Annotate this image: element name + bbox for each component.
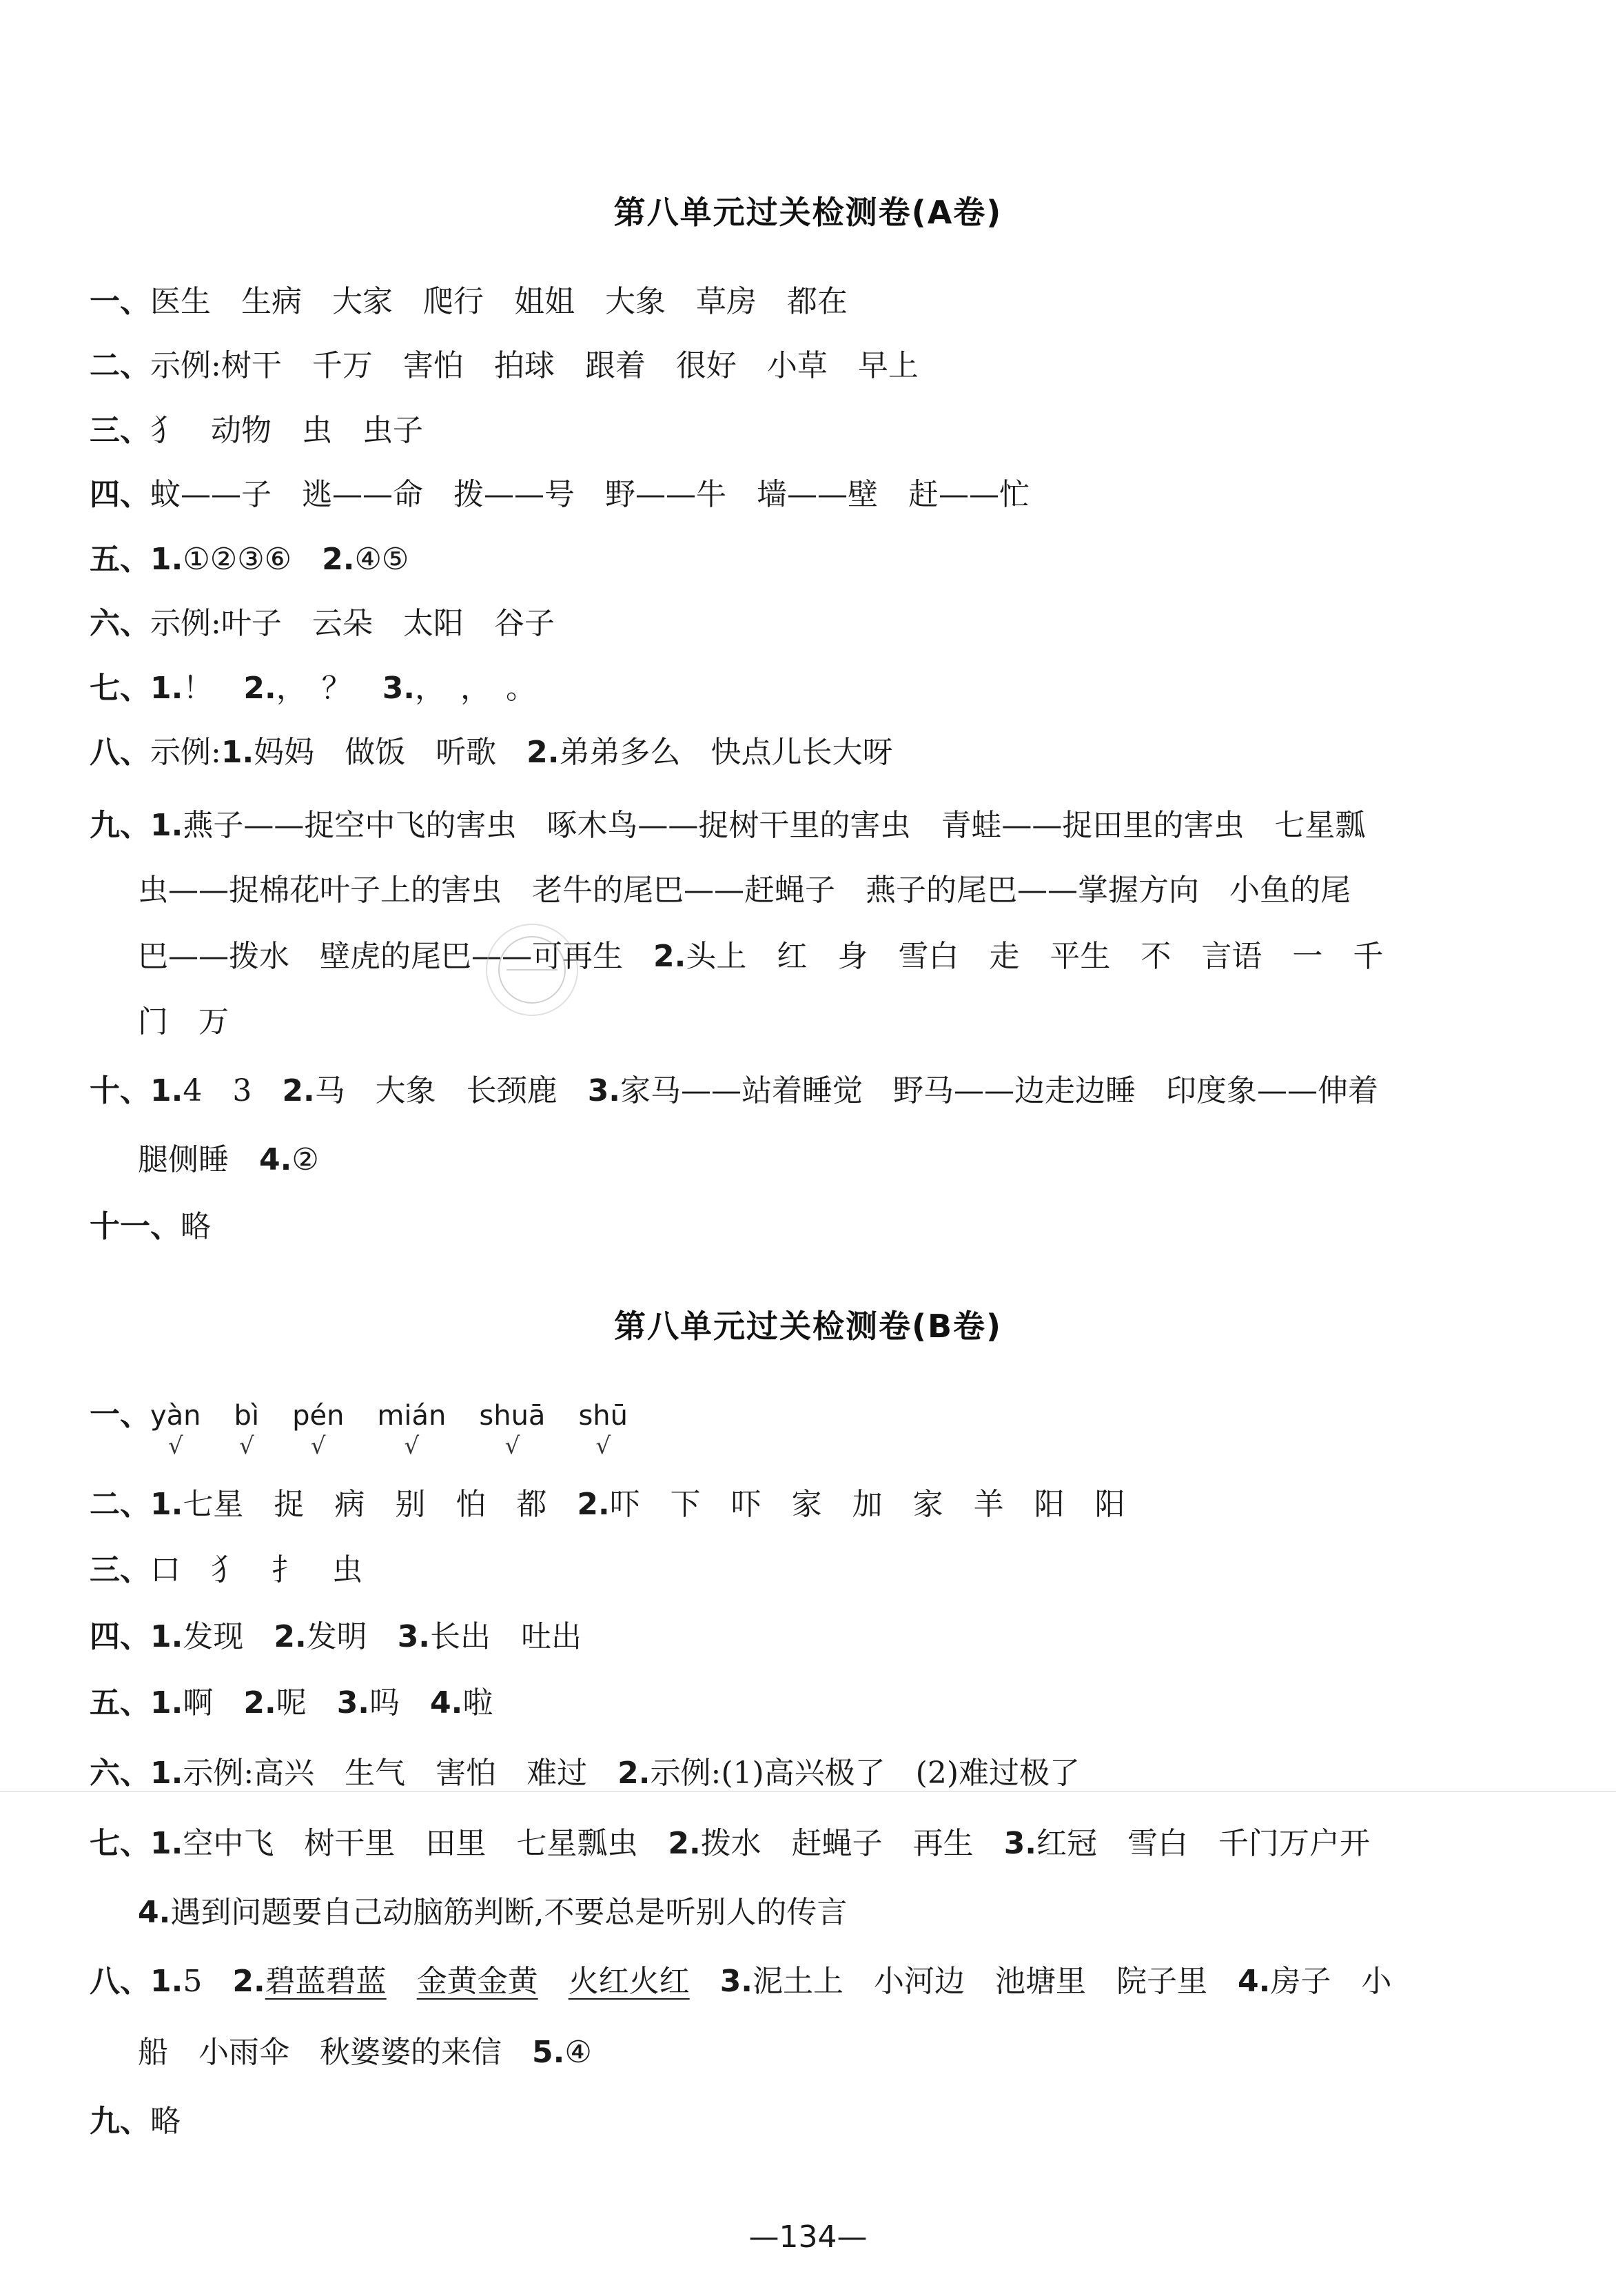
- a-q11-lead: 十一、: [90, 1209, 181, 1244]
- a-q10-t3: 家马——站着睡觉 野马——边走边睡 印度象——伸着: [620, 1073, 1379, 1108]
- a-q8-n2: 2.: [526, 735, 560, 770]
- b-q9: [90, 2102, 1489, 2141]
- b-q5-n3: 3.: [336, 1685, 370, 1720]
- a-q10-t1: 4 3: [183, 1073, 252, 1108]
- a-q10-n1: 1.: [150, 1073, 183, 1108]
- a-q5-n2: 2.: [322, 542, 355, 577]
- b-q3: [90, 1551, 1489, 1589]
- b-q8-n5: 5.: [532, 2035, 565, 2070]
- b-q7-n3: 3.: [1003, 1826, 1037, 1861]
- a-q6-lead: 六、: [90, 606, 150, 641]
- a-q3: [90, 412, 1489, 450]
- a-q4-text: 蚊——子 逃——命 拨——号 野——牛 墙——壁 赶——忙: [150, 477, 1030, 512]
- a-q7: [90, 669, 1489, 708]
- a-q9-line2: 虫——捉棉花叶子上的害虫 老牛的尾巴——赶蝇子 燕子的尾巴——掌握方向 小鱼的尾: [138, 873, 1351, 908]
- check-mark-icon: √: [504, 1432, 520, 1460]
- b-q7-t3: 红冠 雪白 千门万户开: [1036, 1826, 1371, 1861]
- a-q7-lead: 七、: [90, 671, 150, 706]
- pinyin-item: [234, 1396, 260, 1460]
- a-q11: [90, 1208, 1489, 1246]
- b-q6-lead: 六、: [90, 1756, 150, 1791]
- a-q10-n2: 2.: [282, 1073, 315, 1108]
- a-q7-t1: ！: [183, 671, 214, 706]
- a-q6: [90, 605, 1489, 643]
- pinyin-item: [377, 1396, 447, 1460]
- a-q8-pre: 示例:: [150, 735, 221, 770]
- b-q7-t1: 空中飞 树干里 田里 七星瓢虫: [183, 1826, 638, 1861]
- check-mark-icon: √: [167, 1432, 183, 1460]
- b-q8-n1: 1.: [150, 1964, 183, 1999]
- b-q1: [90, 1396, 1489, 1458]
- b-q4-lead: 四、: [90, 1619, 150, 1654]
- a-q10-l2: 腿侧睡: [138, 1142, 229, 1177]
- b-q6-t1: 示例:高兴 生气 害怕 难过: [183, 1756, 588, 1791]
- a-q9-line3: [138, 937, 1537, 976]
- b-q7-n2: 2.: [668, 1826, 701, 1861]
- check-mark-icon: √: [310, 1432, 326, 1460]
- a-q8-lead: 八、: [90, 735, 150, 770]
- b-q5-t1: 啊: [183, 1685, 214, 1720]
- section-a-title: 第八单元过关检测卷(A卷): [613, 194, 1003, 231]
- a-q7-n2: 2.: [243, 671, 276, 706]
- b-q8-l2: 船 小雨伞 秋婆婆的来信: [138, 2035, 502, 2070]
- b-q8-u1: 碧蓝碧蓝: [265, 1964, 387, 1999]
- a-q10-line2: [138, 1141, 1537, 1179]
- b-q7-t2: 拨水 赶蝇子 再生: [700, 1826, 974, 1861]
- pinyin-text: shū: [578, 1400, 628, 1432]
- b-q4-n3: 3.: [397, 1619, 431, 1654]
- b-q2-lead: 二、: [90, 1487, 150, 1522]
- a-q3-text: 犭 动物 虫 虫子: [150, 413, 423, 448]
- pinyin-text: mián: [377, 1400, 447, 1432]
- a-q2-lead: 二、: [90, 348, 150, 383]
- b-q5: [90, 1684, 1489, 1723]
- a-q8-t1: 妈妈 做饭 听歌: [254, 735, 497, 770]
- a-q4-lead: 四、: [90, 477, 150, 512]
- a-q7-t2: ， ？: [276, 671, 352, 706]
- a-q9-n2: 2.: [653, 939, 686, 974]
- b-q8-u2: 金黄金黄: [416, 1964, 538, 1999]
- b-q7-line2: [138, 1893, 1537, 1932]
- b-q9-text: 略: [150, 2104, 181, 2139]
- a-q10-line1: [90, 1072, 1489, 1110]
- a-q3-lead: 三、: [90, 413, 150, 448]
- a-q9-l3b: 头上 红 身 雪白 走 平生 不 言语 一 千: [686, 939, 1384, 974]
- check-mark-icon: √: [238, 1432, 254, 1460]
- b-q7-t4: 遇到问题要自己动脑筋判断,不要总是听别人的传言: [170, 1895, 848, 1930]
- b-q7-n4: 4.: [138, 1895, 171, 1930]
- a-q5: [90, 540, 1489, 579]
- page-number: —134—: [748, 2219, 868, 2255]
- b-q5-lead: 五、: [90, 1685, 150, 1720]
- a-q1-lead: 一、: [90, 284, 150, 319]
- a-q5-n1: 1.: [150, 542, 183, 577]
- b-q8-u3: 火红火红: [568, 1964, 690, 1999]
- b-q1-lead: 一、: [90, 1397, 150, 1432]
- pinyin-text: yàn: [150, 1400, 201, 1432]
- b-q8-t3: 泥土上 小河边 池塘里 院子里: [753, 1964, 1208, 1999]
- b-q6-n2: 2.: [617, 1756, 651, 1791]
- a-q10-lead: 十、: [90, 1073, 150, 1108]
- b-q5-n1: 1.: [150, 1685, 183, 1720]
- b-q6: [90, 1754, 1489, 1793]
- b-q4-t2: 发明: [306, 1619, 367, 1654]
- b-q4-n1: 1.: [150, 1619, 183, 1654]
- a-q9-line1: [90, 806, 1489, 845]
- b-q7-lead: 七、: [90, 1826, 150, 1861]
- check-mark-icon: √: [595, 1432, 611, 1460]
- stamp-icon: [494, 932, 570, 1008]
- a-q6-text: 示例:叶子 云朵 太阳 谷子: [150, 606, 555, 641]
- a-q8-t2: 弟弟多么 快点儿长大呀: [559, 735, 893, 770]
- pinyin-item: [479, 1396, 546, 1460]
- b-q8-n2: 2.: [232, 1964, 265, 1999]
- b-q6-n1: 1.: [150, 1756, 183, 1791]
- b-q5-n2: 2.: [243, 1685, 276, 1720]
- b-q4-t1: 发现: [183, 1619, 244, 1654]
- b-q3-text: 口 犭 扌 虫: [150, 1552, 362, 1587]
- b-q7-line1: [90, 1825, 1489, 1863]
- b-q4-n2: 2.: [274, 1619, 307, 1654]
- check-mark-icon: √: [404, 1432, 420, 1460]
- a-q9-l1: 燕子——捉空中飞的害虫 啄木鸟——捉树干里的害虫 青蛙——捉田里的害虫 七星瓢: [183, 808, 1366, 843]
- b-q6-t2: 示例:(1)高兴极了 (2)难过极了: [650, 1756, 1080, 1791]
- a-q10-t2: 马 大象 长颈鹿: [314, 1073, 558, 1108]
- b-q5-n4: 4.: [430, 1685, 463, 1720]
- a-q5-lead: 五、: [90, 542, 150, 577]
- a-q5-t2: ④⑤: [354, 542, 409, 577]
- pinyin-item: [150, 1396, 201, 1460]
- a-q5-t1: ①②③⑥: [183, 542, 292, 577]
- a-q10-n4: 4.: [259, 1142, 292, 1177]
- b-q9-lead: 九、: [90, 2104, 150, 2139]
- b-q5-t2: 呢: [276, 1685, 307, 1720]
- pinyin-text: shuā: [479, 1400, 546, 1432]
- a-q7-t3: ， ， 。: [415, 671, 537, 706]
- b-q7-n1: 1.: [150, 1826, 183, 1861]
- b-q3-lead: 三、: [90, 1552, 150, 1587]
- b-q8-t4: 房子 小: [1270, 1964, 1392, 1999]
- b-q2: [90, 1485, 1489, 1524]
- b-q8-line2: [138, 2033, 1537, 2072]
- b-q5-t3: 吗: [369, 1685, 400, 1720]
- b-q2-n1: 1.: [150, 1487, 183, 1522]
- pinyin-text: pén: [292, 1400, 345, 1432]
- a-q9-n1: 1.: [150, 808, 183, 843]
- a-q9-line4: 门 万: [138, 1004, 229, 1039]
- section-b-title: 第八单元过关检测卷(B卷): [613, 1308, 1003, 1345]
- a-q1: [90, 283, 1489, 321]
- pinyin-text: bì: [234, 1400, 260, 1432]
- pinyin-item: [578, 1396, 628, 1460]
- b-q2-n2: 2.: [577, 1487, 610, 1522]
- a-q2: [90, 347, 1489, 385]
- a-q8-n1: 1.: [221, 735, 254, 770]
- a-q11-text: 略: [181, 1209, 211, 1244]
- a-q10-t4: ②: [292, 1142, 319, 1177]
- b-q8-n4: 4.: [1238, 1964, 1271, 1999]
- b-q4-t3: 长出 吐出: [430, 1619, 582, 1654]
- b-q8-t5: ④: [564, 2035, 592, 2070]
- b-q1-pinyin-list: [150, 1397, 661, 1460]
- b-q4: [90, 1618, 1489, 1656]
- a-q7-n3: 3.: [382, 671, 416, 706]
- b-q8-n3: 3.: [719, 1964, 753, 1999]
- scan-divider: [0, 1791, 1616, 1792]
- b-q5-t4: 啦: [462, 1685, 493, 1720]
- b-q2-t2: 吓 下 吓 家 加 家 羊 阳 阳: [609, 1487, 1125, 1522]
- watermark-stamp: [486, 924, 578, 1016]
- b-q8-lead: 八、: [90, 1964, 150, 1999]
- b-q8-line1: [90, 1962, 1489, 2001]
- a-q9-lead: 九、: [90, 808, 150, 843]
- a-q7-n1: 1.: [150, 671, 183, 706]
- b-q2-t1: 七星 捉 病 别 怕 都: [183, 1487, 547, 1522]
- a-q2-text: 示例:树干 千万 害怕 拍球 跟着 很好 小草 早上: [150, 348, 919, 383]
- pinyin-item: [292, 1396, 345, 1460]
- a-q1-text: 医生 生病 大家 爬行 姐姐 大象 草房 都在: [150, 284, 848, 319]
- a-q10-n3: 3.: [587, 1073, 621, 1108]
- a-q4: [90, 476, 1489, 514]
- a-q9-l3a: 巴——拨水 壁虎的尾巴——可再生: [138, 939, 623, 974]
- a-q8: [90, 733, 1489, 772]
- b-q8-t1: 5: [183, 1964, 203, 1999]
